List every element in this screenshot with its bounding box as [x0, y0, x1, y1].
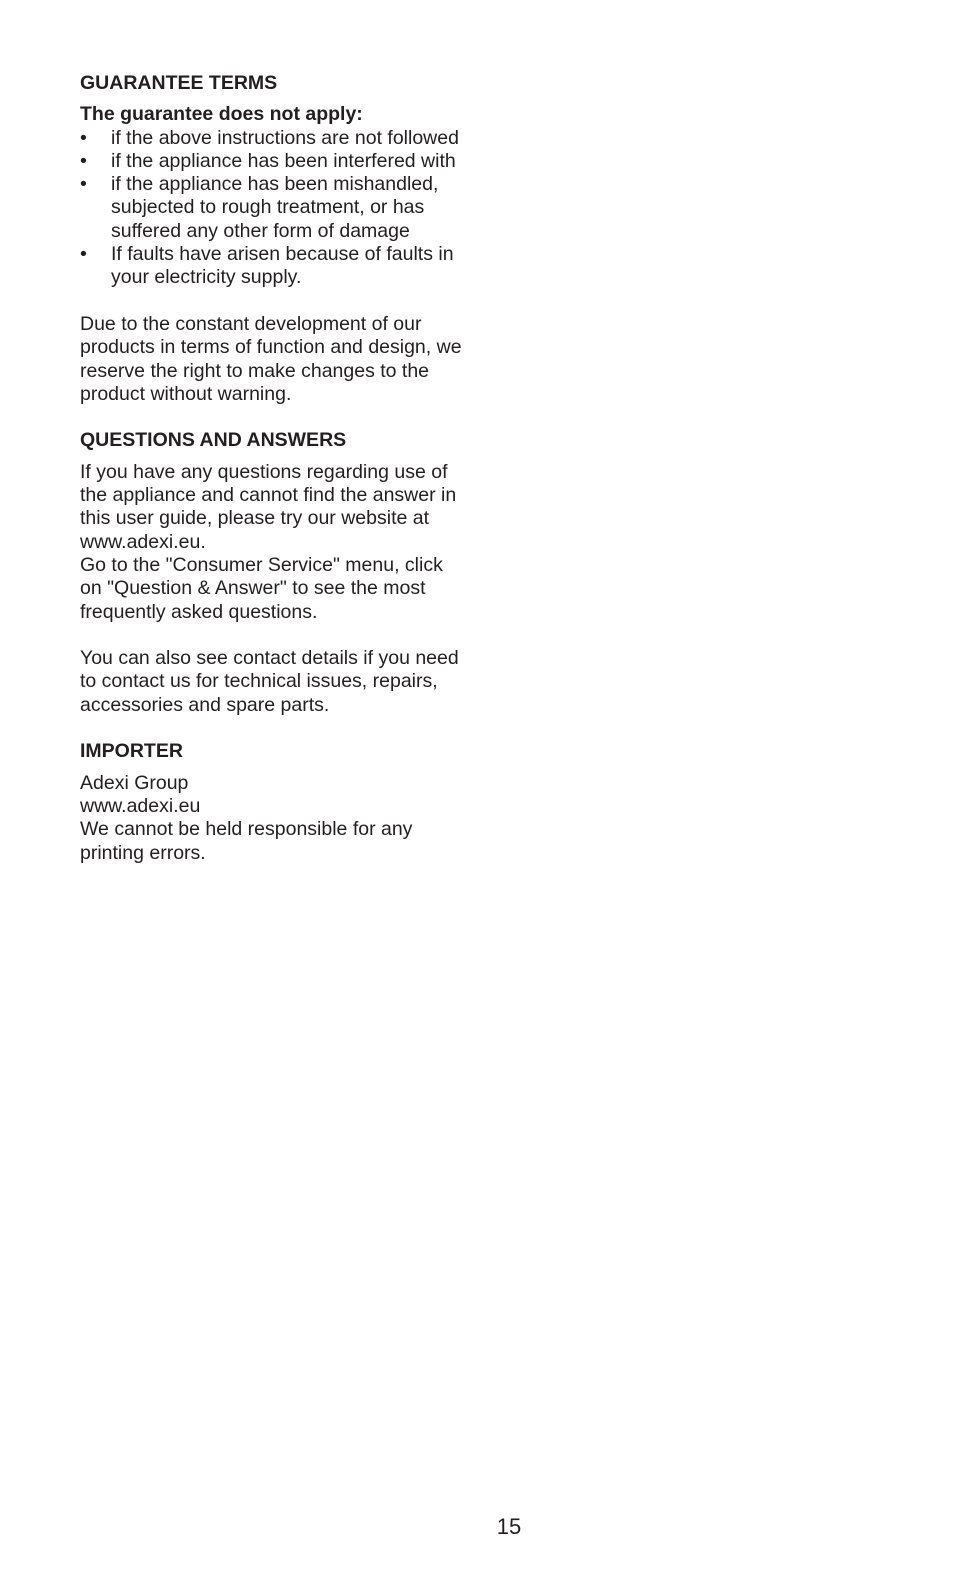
qa-paragraph-menu: Go to the "Consumer Service" menu, click on "Question & Answer" to see the most frequently asked questions.: [80, 553, 443, 623]
importer-disclaimer: We cannot be held responsible for any printing errors.: [80, 818, 413, 864]
list-item: [80, 243, 464, 290]
text-column: [80, 72, 464, 865]
spacer: [80, 717, 464, 740]
guarantee-heading: GUARANTEE TERMS: [80, 72, 278, 94]
bullet-icon: •: [80, 243, 87, 266]
list-item: [80, 173, 464, 243]
importer-company: Adexi Group: [80, 771, 189, 794]
guarantee-exclusions-list: [80, 127, 464, 290]
list-item: [80, 127, 464, 150]
list-item: [80, 150, 464, 173]
qa-paragraph-website: If you have any questions regarding use of the appliance and cannot find the answer in this user guide, please try our website at www.adexi.eu.: [80, 460, 457, 553]
importer-heading: IMPORTER: [80, 740, 183, 763]
page-number-text: 15: [496, 1514, 522, 1539]
qa-paragraph-contact: You can also see contact details if you need to contact us for technical issues, repairs, accessories and spare parts.: [80, 647, 459, 716]
spacer: [80, 624, 464, 647]
bullet-icon: •: [80, 149, 87, 172]
spacer: [80, 406, 464, 429]
qa-heading: QUESTIONS AND ANSWERS: [80, 429, 347, 452]
bullet-icon: •: [80, 173, 87, 196]
list-item-text: if the above instructions are not followed: [111, 126, 459, 149]
development-note: Due to the constant development of our products in terms of function and design, we reserve the right to make changes to the product without warning.: [80, 312, 462, 405]
list-item-text: if the appliance has been interfered with: [111, 149, 456, 172]
list-item-text: if the appliance has been mishandled, subjected to rough treatment, or has suffered any other form of damage: [111, 173, 439, 242]
guarantee-subheading: The guarantee does not apply:: [80, 103, 363, 126]
list-item-text: If faults have arisen because of faults in your electricity supply.: [111, 243, 454, 289]
importer-website: www.adexi.eu: [80, 794, 201, 817]
spacer: [80, 290, 464, 313]
bullet-icon: •: [80, 126, 87, 149]
page-number: [0, 1514, 954, 1540]
